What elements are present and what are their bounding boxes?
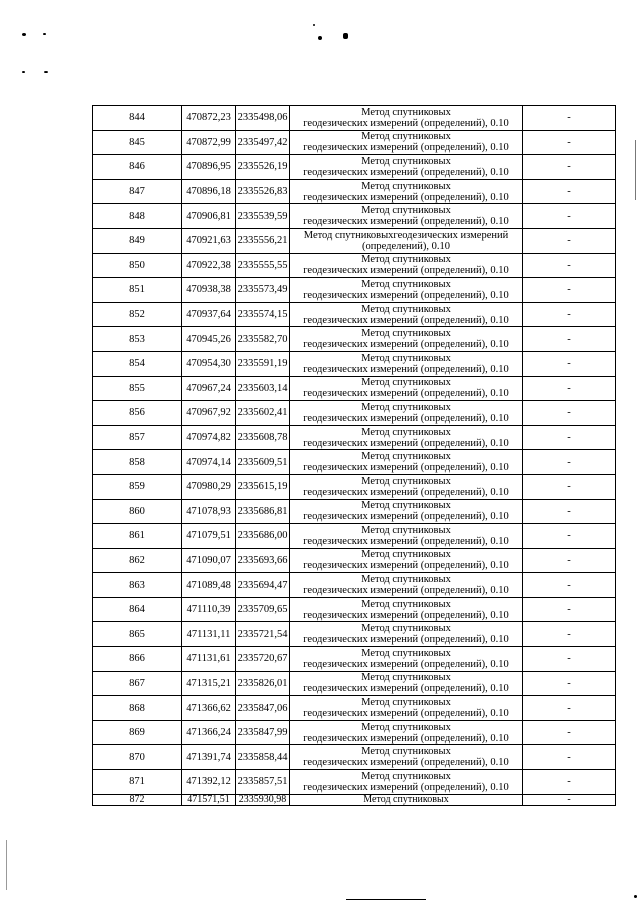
method-line-2: геодезических измерений (определений), 0.10 xyxy=(303,339,509,351)
method-line-2: геодезических измерений (определений), 0.10 xyxy=(303,437,509,449)
method-description xyxy=(290,696,523,721)
note-value: - xyxy=(523,647,616,672)
method-line-1: Метод спутниковых xyxy=(361,180,451,192)
method-line-1: Метод спутниковых xyxy=(361,524,451,536)
table-row xyxy=(93,499,616,524)
note-value: - xyxy=(523,253,616,278)
point-number: 863 xyxy=(93,573,182,598)
note-value: - xyxy=(523,106,616,131)
x-coordinate: 471110,39 xyxy=(182,597,236,622)
note-value: - xyxy=(523,155,616,180)
x-coordinate: 471079,51 xyxy=(182,524,236,549)
table-row xyxy=(93,401,616,426)
y-coordinate: 2335826,01 xyxy=(236,671,290,696)
method-description xyxy=(290,204,523,229)
y-coordinate: 2335603,14 xyxy=(236,376,290,401)
y-coordinate: 2335582,70 xyxy=(236,327,290,352)
method-line-2: геодезических измерений (определений), 0.10 xyxy=(303,462,509,474)
x-coordinate: 470906,81 xyxy=(182,204,236,229)
note-value: - xyxy=(523,720,616,745)
table-row xyxy=(93,425,616,450)
method-description xyxy=(290,228,523,253)
table-row xyxy=(93,647,616,672)
y-coordinate: 2335847,06 xyxy=(236,696,290,721)
method-line-1: Метод спутниковых xyxy=(361,278,451,290)
method-line-1: Метод спутниковых xyxy=(361,647,451,659)
method-line-2: геодезических измерений (определений), 0.10 xyxy=(303,314,509,326)
y-coordinate: 2335686,00 xyxy=(236,524,290,549)
method-description xyxy=(290,597,523,622)
x-coordinate: 470967,24 xyxy=(182,376,236,401)
table-row xyxy=(93,106,616,131)
scan-edge-line xyxy=(6,840,7,890)
method-line-2: геодезических измерений (определений), 0.10 xyxy=(303,560,509,572)
x-coordinate: 471366,62 xyxy=(182,696,236,721)
point-number: 856 xyxy=(93,401,182,426)
point-number: 866 xyxy=(93,647,182,672)
x-coordinate: 470974,14 xyxy=(182,450,236,475)
x-coordinate: 470974,82 xyxy=(182,425,236,450)
note-value: - xyxy=(523,450,616,475)
point-number: 845 xyxy=(93,130,182,155)
note-value: - xyxy=(523,179,616,204)
point-number: 850 xyxy=(93,253,182,278)
y-coordinate: 2335574,15 xyxy=(236,302,290,327)
x-coordinate: 470945,26 xyxy=(182,327,236,352)
method-description xyxy=(290,622,523,647)
note-value: - xyxy=(523,401,616,426)
note-value: - xyxy=(523,597,616,622)
method-line-1: Метод спутниковых xyxy=(361,549,451,561)
table-row xyxy=(93,155,616,180)
method-description xyxy=(290,474,523,499)
table-row xyxy=(93,302,616,327)
note-value: - xyxy=(523,278,616,303)
point-number: 853 xyxy=(93,327,182,352)
y-coordinate: 2335847,99 xyxy=(236,720,290,745)
table-row xyxy=(93,253,616,278)
point-number: 851 xyxy=(93,278,182,303)
table-row xyxy=(93,474,616,499)
method-line-1: Метод спутниковых xyxy=(361,205,451,217)
point-number: 872 xyxy=(93,794,182,805)
method-description xyxy=(290,671,523,696)
x-coordinate: 471366,24 xyxy=(182,720,236,745)
x-coordinate: 470921,63 xyxy=(182,228,236,253)
method-line-1: Метод спутниковых xyxy=(361,254,451,266)
method-description xyxy=(290,499,523,524)
table-row xyxy=(93,179,616,204)
table-row xyxy=(93,376,616,401)
method-line-2: геодезических измерений (определений), 0.10 xyxy=(303,683,509,695)
y-coordinate: 2335930,98 xyxy=(236,794,290,805)
method-line-2: геодезических измерений (определений), 0.10 xyxy=(303,511,509,523)
method-line-1: Метод спутниковых xyxy=(361,770,451,782)
x-coordinate: 470938,38 xyxy=(182,278,236,303)
table-row xyxy=(93,351,616,376)
method-line-2: геодезических измерений (определений), 0.10 xyxy=(303,117,509,129)
scan-speck xyxy=(343,33,348,39)
x-coordinate: 470896,95 xyxy=(182,155,236,180)
method-line-1: Метод спутниковых xyxy=(361,623,451,635)
method-line-2: геодезических измерений (определений), 0.10 xyxy=(303,535,509,547)
note-value: - xyxy=(523,130,616,155)
scan-speck xyxy=(22,33,26,36)
x-coordinate: 470922,38 xyxy=(182,253,236,278)
method-line-2: геодезических измерений (определений), 0.10 xyxy=(303,609,509,621)
method-description xyxy=(290,450,523,475)
method-line-2: геодезических измерений (определений), 0.10 xyxy=(303,732,509,744)
y-coordinate: 2335526,83 xyxy=(236,179,290,204)
method-line-1: Метод спутниковых xyxy=(361,426,451,438)
y-coordinate: 2335556,21 xyxy=(236,228,290,253)
method-line-1: Метод спутниковых xyxy=(361,475,451,487)
method-line-2: геодезических измерений (определений), 0.10 xyxy=(303,289,509,301)
note-value: - xyxy=(523,228,616,253)
method-description xyxy=(290,179,523,204)
x-coordinate: 471315,21 xyxy=(182,671,236,696)
method-line-2: геодезических измерений (определений), 0.10 xyxy=(303,585,509,597)
scan-speck xyxy=(634,895,637,898)
point-number: 852 xyxy=(93,302,182,327)
method-line-1: Метод спутниковых xyxy=(361,500,451,512)
method-description xyxy=(290,278,523,303)
y-coordinate: 2335526,19 xyxy=(236,155,290,180)
y-coordinate: 2335608,78 xyxy=(236,425,290,450)
point-number: 865 xyxy=(93,622,182,647)
y-coordinate: 2335573,49 xyxy=(236,278,290,303)
y-coordinate: 2335615,19 xyxy=(236,474,290,499)
point-number: 870 xyxy=(93,745,182,770)
x-coordinate: 470937,64 xyxy=(182,302,236,327)
method-description xyxy=(290,524,523,549)
y-coordinate: 2335591,19 xyxy=(236,351,290,376)
method-line-2: (определений), 0.10 xyxy=(361,240,451,252)
method-description xyxy=(290,794,523,805)
table-row xyxy=(93,327,616,352)
table-row xyxy=(93,524,616,549)
method-line-1: Метод спутниковых xyxy=(361,697,451,709)
coordinates-table-body xyxy=(93,106,616,806)
point-number: 854 xyxy=(93,351,182,376)
table-row xyxy=(93,548,616,573)
x-coordinate: 470872,23 xyxy=(182,106,236,131)
y-coordinate: 2335694,47 xyxy=(236,573,290,598)
y-coordinate: 2335539,59 xyxy=(236,204,290,229)
point-number: 858 xyxy=(93,450,182,475)
table-row xyxy=(93,720,616,745)
method-line-1: Метод спутниковых xyxy=(361,377,451,389)
point-number: 871 xyxy=(93,770,182,795)
scan-speck xyxy=(318,36,322,40)
method-line-1: Метод спутниковых xyxy=(361,303,451,315)
table-row xyxy=(93,770,616,795)
method-line-1: Метод спутниковыхгеодезических измерений xyxy=(303,229,509,241)
y-coordinate: 2335498,06 xyxy=(236,106,290,131)
table-row xyxy=(93,573,616,598)
note-value: - xyxy=(523,671,616,696)
note-value: - xyxy=(523,794,616,805)
y-coordinate: 2335555,55 xyxy=(236,253,290,278)
method-description xyxy=(290,770,523,795)
note-value: - xyxy=(523,548,616,573)
y-coordinate: 2335497,42 xyxy=(236,130,290,155)
y-coordinate: 2335709,65 xyxy=(236,597,290,622)
x-coordinate: 471078,93 xyxy=(182,499,236,524)
method-line-1: Метод спутниковых xyxy=(361,155,451,167)
table-row xyxy=(93,745,616,770)
table-row xyxy=(93,622,616,647)
note-value: - xyxy=(523,524,616,549)
point-number: 862 xyxy=(93,548,182,573)
note-value: - xyxy=(523,622,616,647)
point-number: 844 xyxy=(93,106,182,131)
x-coordinate: 470896,18 xyxy=(182,179,236,204)
coordinates-table xyxy=(92,105,616,806)
y-coordinate: 2335858,44 xyxy=(236,745,290,770)
table-row xyxy=(93,228,616,253)
x-coordinate: 470954,30 xyxy=(182,351,236,376)
table-row xyxy=(93,794,616,805)
table-row xyxy=(93,278,616,303)
method-line-1: Метод спутниковых xyxy=(361,721,451,733)
note-value: - xyxy=(523,745,616,770)
y-coordinate: 2335693,66 xyxy=(236,548,290,573)
x-coordinate: 470980,29 xyxy=(182,474,236,499)
method-line-1: Метод спутниковых xyxy=(361,746,451,758)
method-line-2: геодезических измерений (определений), 0.10 xyxy=(303,363,509,375)
method-line-1: Метод спутниковых xyxy=(361,401,451,413)
method-description xyxy=(290,327,523,352)
point-number: 848 xyxy=(93,204,182,229)
note-value: - xyxy=(523,573,616,598)
y-coordinate: 2335720,67 xyxy=(236,647,290,672)
method-line-2: геодезических измерений (определений), 0.10 xyxy=(303,708,509,720)
point-number: 846 xyxy=(93,155,182,180)
method-description xyxy=(290,130,523,155)
note-value: - xyxy=(523,499,616,524)
x-coordinate: 470872,99 xyxy=(182,130,236,155)
point-number: 849 xyxy=(93,228,182,253)
point-number: 857 xyxy=(93,425,182,450)
y-coordinate: 2335721,54 xyxy=(236,622,290,647)
x-coordinate: 471131,11 xyxy=(182,622,236,647)
table-row xyxy=(93,204,616,229)
method-line-2: геодезических измерений (определений), 0.10 xyxy=(303,265,509,277)
method-description xyxy=(290,253,523,278)
point-number: 855 xyxy=(93,376,182,401)
x-coordinate: 471090,07 xyxy=(182,548,236,573)
x-coordinate: 471392,12 xyxy=(182,770,236,795)
method-line-2: геодезических измерений (определений), 0.10 xyxy=(303,388,509,400)
x-coordinate: 471571,51 xyxy=(182,794,236,805)
x-coordinate: 471089,48 xyxy=(182,573,236,598)
note-value: - xyxy=(523,302,616,327)
method-description xyxy=(290,720,523,745)
method-line-2: геодезических измерений (определений), 0.10 xyxy=(303,166,509,178)
point-number: 869 xyxy=(93,720,182,745)
table-row xyxy=(93,671,616,696)
method-description xyxy=(290,745,523,770)
point-number: 860 xyxy=(93,499,182,524)
point-number: 861 xyxy=(93,524,182,549)
note-value: - xyxy=(523,351,616,376)
table-row xyxy=(93,450,616,475)
method-description xyxy=(290,155,523,180)
method-line-2: геодезических измерений (определений), 0.10 xyxy=(303,412,509,424)
scan-speck xyxy=(43,33,46,35)
note-value: - xyxy=(523,696,616,721)
method-line-2: геодезических измерений (определений), 0.10 xyxy=(303,216,509,228)
method-line-1: Метод спутниковых xyxy=(361,106,451,118)
method-description xyxy=(290,401,523,426)
method-line-1: Метод спутниковых xyxy=(361,352,451,364)
method-description xyxy=(290,425,523,450)
method-line-2: геодезических измерений (определений), 0.10 xyxy=(303,658,509,670)
scan-footer-line xyxy=(346,899,426,900)
method-line-1: Метод спутниковых xyxy=(361,451,451,463)
method-line-2: геодезических измерений (определений), 0.10 xyxy=(303,781,509,793)
point-number: 847 xyxy=(93,179,182,204)
method-line-2: геодезических измерений (определений), 0.10 xyxy=(303,486,509,498)
x-coordinate: 471391,74 xyxy=(182,745,236,770)
method-description xyxy=(290,548,523,573)
method-line-2: геодезических измерений (определений), 0.10 xyxy=(303,142,509,154)
table-row xyxy=(93,696,616,721)
method-description xyxy=(290,351,523,376)
method-description xyxy=(290,106,523,131)
scan-speck xyxy=(44,71,48,73)
note-value: - xyxy=(523,770,616,795)
y-coordinate: 2335602,41 xyxy=(236,401,290,426)
point-number: 864 xyxy=(93,597,182,622)
method-line-1: Метод спутниковых xyxy=(361,672,451,684)
method-line-1: Метод спутниковых xyxy=(363,794,449,805)
y-coordinate: 2335609,51 xyxy=(236,450,290,475)
x-coordinate: 471131,61 xyxy=(182,647,236,672)
y-coordinate: 2335686,81 xyxy=(236,499,290,524)
method-line-1: Метод спутниковых xyxy=(361,131,451,143)
y-coordinate: 2335857,51 xyxy=(236,770,290,795)
method-description xyxy=(290,302,523,327)
point-number: 859 xyxy=(93,474,182,499)
x-coordinate: 470967,92 xyxy=(182,401,236,426)
table-row xyxy=(93,130,616,155)
method-line-1: Метод спутниковых xyxy=(361,598,451,610)
note-value: - xyxy=(523,376,616,401)
method-description xyxy=(290,647,523,672)
note-value: - xyxy=(523,425,616,450)
note-value: - xyxy=(523,327,616,352)
scan-speck xyxy=(22,71,25,73)
method-line-1: Метод спутниковых xyxy=(361,328,451,340)
table-row xyxy=(93,597,616,622)
note-value: - xyxy=(523,474,616,499)
method-description xyxy=(290,376,523,401)
point-number: 867 xyxy=(93,671,182,696)
note-value: - xyxy=(523,204,616,229)
method-line-1: Метод спутниковых xyxy=(361,574,451,586)
method-line-2: геодезических измерений (определений), 0.10 xyxy=(303,757,509,769)
point-number: 868 xyxy=(93,696,182,721)
scan-speck xyxy=(313,24,315,26)
method-line-2: геодезических измерений (определений), 0.10 xyxy=(303,634,509,646)
method-line-2: геодезических измерений (определений), 0.10 xyxy=(303,191,509,203)
method-description xyxy=(290,573,523,598)
scan-edge-line xyxy=(635,140,636,200)
